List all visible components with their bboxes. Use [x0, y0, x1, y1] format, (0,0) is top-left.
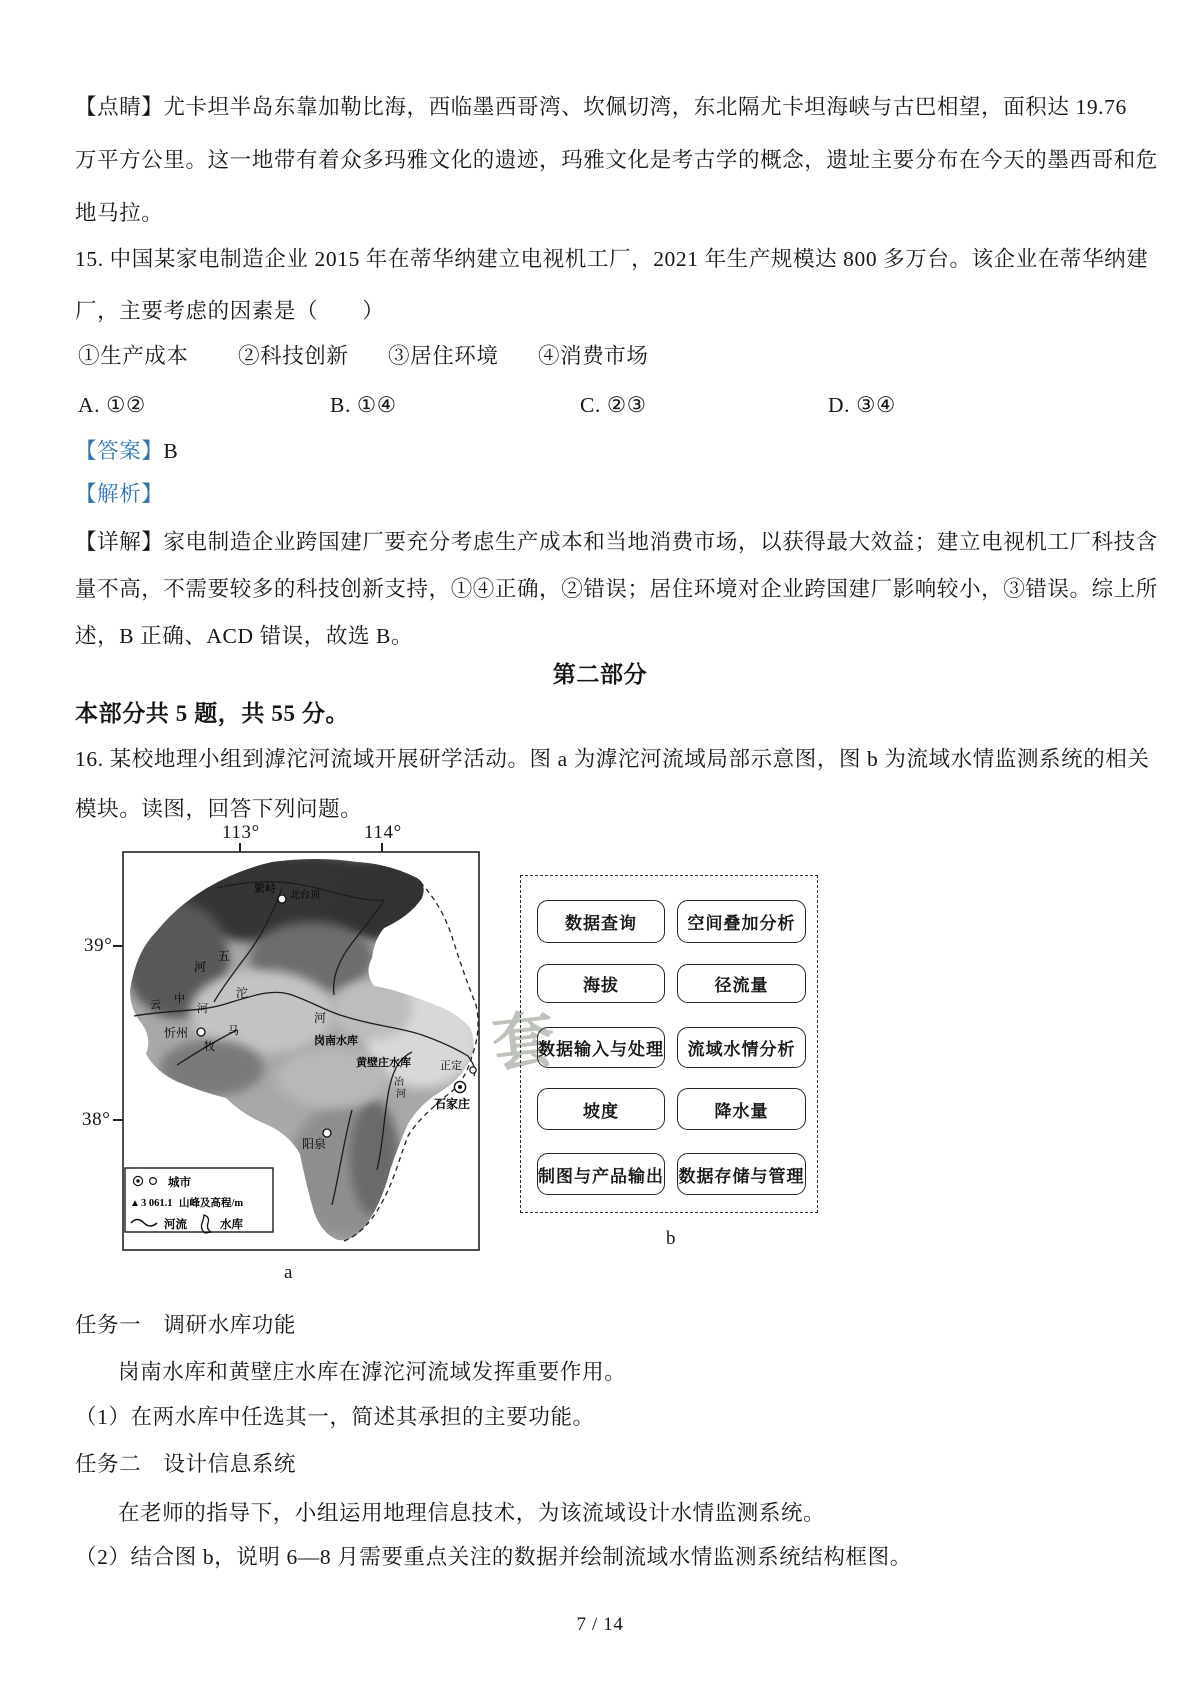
map-legend [125, 1168, 273, 1233]
dianjing-line-2: 万平方公里。这一地带有着众多玛雅文化的遗迹，玛雅文化是考古学的概念，遗址主要分布在今天的墨西哥和危 [75, 148, 1158, 172]
question-16-line-1: 16. 某校地理小组到滹沱河流域开展研学活动。图 a 为滹沱河流域局部示意图，图 b 为流域水情监测系统的相关 [75, 747, 1150, 771]
town-yangquan-icon [323, 1129, 331, 1137]
module-data-input-processing: 数据输入与处理 [537, 1027, 665, 1068]
town-fanzhi-icon [278, 895, 286, 903]
xiangjie-line-2: 量不高，不需要较多的科技创新支持，①④正确，②错误；居住环境对企业跨国建厂影响较小，③错误。综上所 [75, 577, 1158, 601]
xiangjie-line-1: 【详解】家电制造企业跨国建厂要充分考虑生产成本和当地消费市场，以获得最大效益；建立电视机工厂科技含 [75, 530, 1158, 554]
module-data-query: 数据查询 [537, 900, 665, 943]
answer-value: B [163, 439, 179, 463]
legend-peak-value: 3 061.1 [141, 1198, 173, 1209]
dianjing-line-3: 地马拉。 [75, 201, 164, 225]
label-gangnan-reservoir: 岗南水库 [314, 1035, 358, 1047]
task1-title: 任务一 调研水库功能 [75, 1313, 297, 1337]
module-mapping-product-output: 制图与产品输出 [537, 1153, 665, 1195]
choice-b: B. ①④ [330, 393, 397, 417]
label-wu: 五 [218, 949, 231, 963]
town-zhengding-icon [470, 1067, 476, 1073]
legend-city-label: 城市 [168, 1177, 191, 1189]
task1-text: 岗南水库和黄壁庄水库在滹沱河流域发挥重要作用。 [118, 1360, 627, 1384]
label-fanzhi: 繁峙 [254, 883, 276, 895]
part2-title: 第二部分 [552, 662, 648, 687]
label-ye: 冶 [394, 1077, 404, 1088]
option-1: ①生产成本 [78, 344, 189, 368]
choice-c: C. ②③ [580, 393, 647, 417]
question-16-sub2: （2）结合图 b，说明 6—8 月需要重点关注的数据并绘制流域水情监测系统结构框图。 [75, 1545, 912, 1569]
label-he3: 河 [314, 1011, 327, 1025]
question-15-line-1: 15. 中国某家电制造企业 2015 年在蒂华纳建立电视机工厂，2021 年生产规模达 800 多万台。该企业在蒂华纳建 [75, 247, 1149, 271]
question-15-line-2: 厂，主要考虑的因素是（ ） [75, 299, 385, 323]
label-zhong: 中 [174, 993, 185, 1005]
option-2: ②科技创新 [238, 344, 349, 368]
city-shijiazhuang-dot [458, 1085, 462, 1089]
module-runoff: 径流量 [677, 964, 806, 1003]
label-he2: 河 [197, 1003, 208, 1015]
figure-a-map [122, 840, 480, 1252]
module-spatial-overlay-analysis: 空间叠加分析 [677, 900, 806, 943]
label-yangquan: 阳泉 [302, 1137, 327, 1151]
module-precipitation: 降水量 [677, 1088, 806, 1130]
label-ma: 马 [228, 1025, 239, 1037]
module-basin-water-analysis: 流域水情分析 [677, 1027, 806, 1068]
label-tuo: 沱 [236, 986, 249, 1000]
jiexi-tag: 【解析】 [75, 482, 164, 506]
option-4: ④消费市场 [538, 344, 649, 368]
xiangjie-line-3: 述，B 正确、ACD 错误，故选 B。 [75, 624, 414, 648]
label-he1: 河 [194, 960, 207, 974]
task2-text: 在老师的指导下，小组运用地理信息技术，为该流域设计水情监测系统。 [118, 1501, 826, 1525]
town-xinzhou-icon [197, 1028, 205, 1036]
label-mu: 牧 [204, 1041, 215, 1053]
module-elevation: 海拔 [537, 964, 665, 1003]
figure-a-caption: a [284, 1262, 293, 1283]
legend-peak-label: 山峰及高程/m [179, 1198, 244, 1209]
lon-label-114: 114° [364, 822, 402, 843]
answer-tag: 【答案】 [75, 439, 164, 463]
lat-label-38: 38° [82, 1109, 111, 1130]
task2-title: 任务二 设计信息系统 [75, 1452, 297, 1476]
page-number: 7 / 14 [576, 1614, 624, 1635]
label-xinzhou: 忻州 [164, 1026, 189, 1040]
lon-label-113: 113° [222, 822, 260, 843]
module-data-storage-management: 数据存储与管理 [677, 1153, 806, 1195]
option-3: ③居住环境 [388, 344, 499, 368]
question-16-line-2: 模块。读图，回答下列问题。 [75, 797, 363, 821]
figure-b-flowchart [520, 875, 818, 1213]
label-ye-he: 河 [396, 1089, 406, 1100]
label-zhengding: 正定 [440, 1060, 462, 1072]
label-yun: 云 [150, 999, 161, 1011]
lat-label-39: 39° [84, 935, 113, 956]
dianjing-line-1: 【点睛】尤卡坦半岛东靠加勒比海，西临墨西哥湾、坎佩切湾，东北隔尤卡坦海峡与古巴相望，面积达 19.76 [75, 95, 1127, 119]
label-huangbizhuang-reservoir: 黄壁庄水库 [356, 1057, 411, 1069]
part2-info: 本部分共 5 题，共 55 分。 [75, 701, 350, 726]
choice-a: A. ①② [78, 393, 146, 417]
figure-b-caption: b [666, 1228, 676, 1249]
label-beitaiding: 北台顶 [290, 890, 320, 901]
label-shijiazhuang: 石家庄 [434, 1097, 471, 1111]
legend-city-dot-icon [136, 1179, 139, 1182]
answer-line [75, 436, 178, 466]
question-16-sub1: （1）在两水库中任选其一，简述其承担的主要功能。 [75, 1405, 595, 1429]
legend-peak-icon: ▲ [130, 1198, 140, 1209]
legend-reservoir-label: 水库 [220, 1219, 243, 1231]
module-slope: 坡度 [537, 1088, 665, 1130]
choice-d: D. ③④ [828, 393, 896, 417]
scan-watermark: 套 [489, 1005, 559, 1081]
legend-river-label: 河流 [164, 1219, 187, 1231]
